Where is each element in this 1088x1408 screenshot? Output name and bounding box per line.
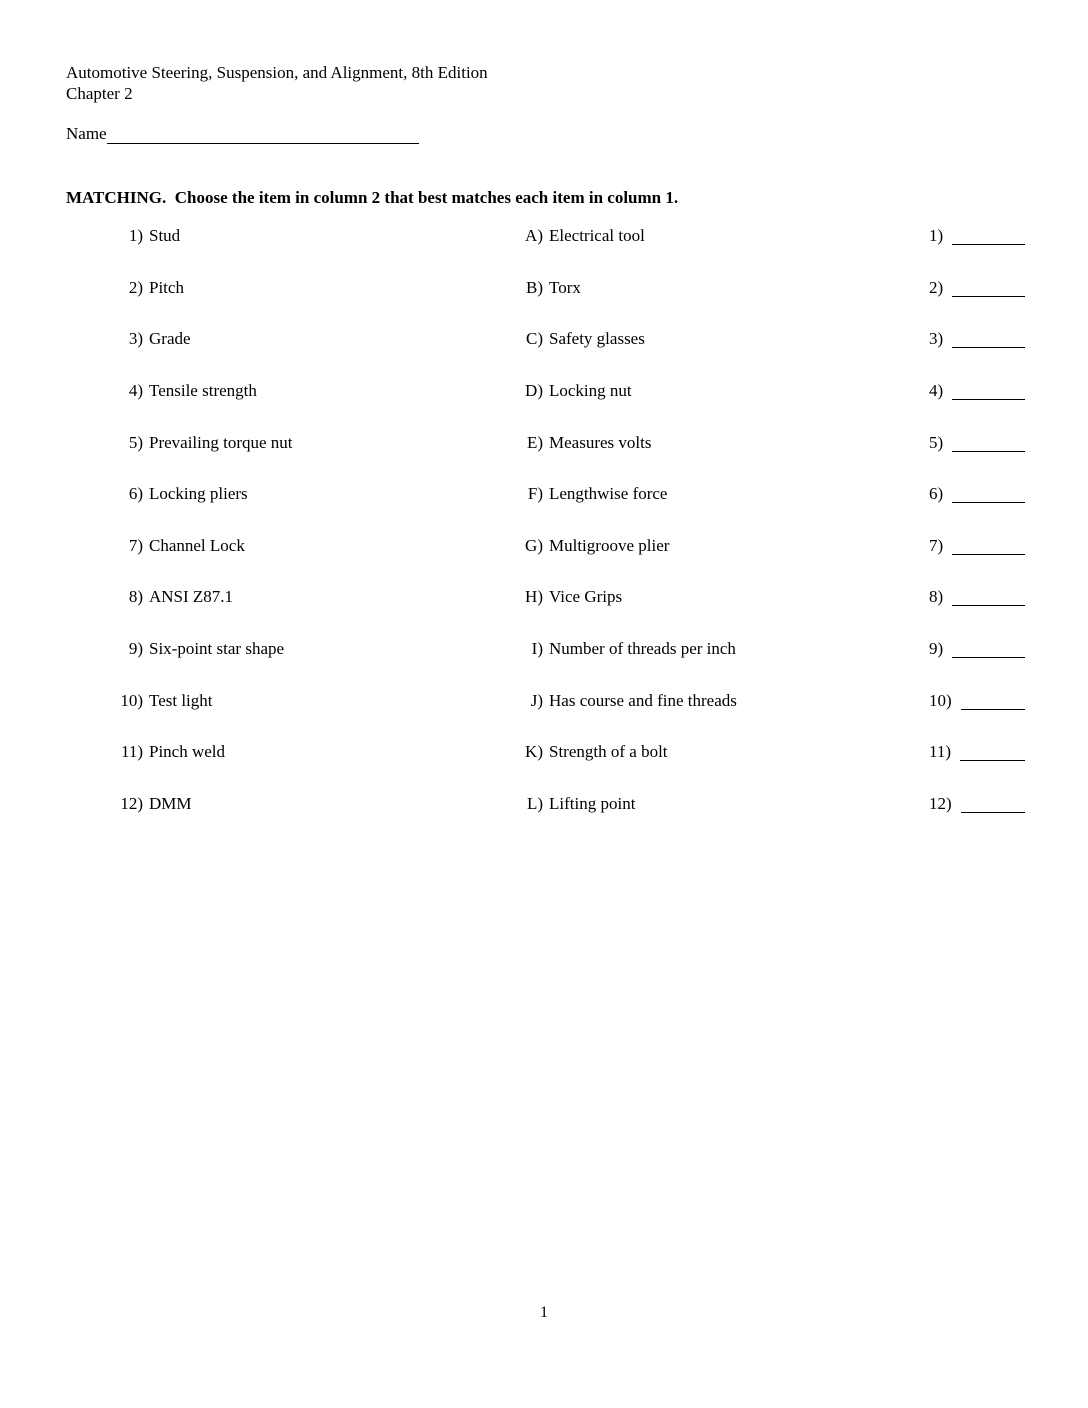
col1-item-label: ANSI Z87.1 xyxy=(149,587,234,607)
col1-item xyxy=(66,380,466,432)
answer-number: 4) xyxy=(929,380,944,400)
answer-number: 11) xyxy=(929,742,952,762)
answer-blank-line[interactable] xyxy=(952,277,1025,297)
col1-number: 2) xyxy=(128,277,143,297)
name-label: Name xyxy=(66,124,107,143)
col1-item-label: Stud xyxy=(149,226,181,245)
col1-item xyxy=(66,638,466,690)
col2-letter: K) xyxy=(525,742,543,762)
col1-item-label: Pinch weld xyxy=(149,742,226,762)
col1-number: 1) xyxy=(128,226,143,245)
col2-item xyxy=(466,483,906,535)
col2-item xyxy=(466,225,906,277)
col1-item-label: Tensile strength xyxy=(149,380,257,400)
col2-item-label: Has course and fine threads xyxy=(549,690,737,710)
col1-item xyxy=(66,432,466,484)
answer-slot xyxy=(906,690,1025,742)
answer-slot xyxy=(906,380,1025,432)
answer-blank-line[interactable] xyxy=(952,638,1025,658)
col1-item xyxy=(66,483,466,535)
col2-item xyxy=(466,328,906,380)
col2-item xyxy=(466,380,906,432)
col2-letter: E) xyxy=(526,432,543,452)
answer-number: 12) xyxy=(929,794,952,814)
col2-item xyxy=(466,638,906,690)
col2-letter: H) xyxy=(525,587,543,607)
col1-item-label: Prevailing torque nut xyxy=(149,432,293,452)
answer-blank-line[interactable] xyxy=(961,690,1025,710)
answer-slot xyxy=(906,483,1025,535)
col1-item-label: Pitch xyxy=(149,277,184,297)
col2-item-label: Torx xyxy=(549,277,581,297)
col2-item-label: Lengthwise force xyxy=(549,484,668,504)
col1-item-label: Six-point star shape xyxy=(149,639,285,659)
col1-number: 5) xyxy=(128,432,143,452)
col2-item xyxy=(466,741,906,793)
col1-item xyxy=(66,277,466,329)
col1-item xyxy=(66,793,466,845)
answer-blank-line[interactable] xyxy=(952,432,1025,452)
answer-blank-line[interactable] xyxy=(952,483,1025,503)
col2-item xyxy=(466,432,906,484)
col2-letter: D) xyxy=(525,380,543,400)
col2-item xyxy=(466,586,906,638)
answer-blank-line[interactable] xyxy=(952,380,1025,400)
col2-letter: A) xyxy=(525,226,543,245)
matching-rows xyxy=(0,225,1088,845)
col2-item-label: Number of threads per inch xyxy=(549,639,736,659)
page-footer xyxy=(0,1303,1088,1323)
answer-slot xyxy=(906,432,1025,484)
document-header xyxy=(66,62,488,104)
answer-slot xyxy=(906,793,1025,845)
answer-blank-line[interactable] xyxy=(961,793,1025,813)
matching-row xyxy=(0,225,1088,277)
document-title: Automotive Steering, Suspension, and Alignment, 8th Edition xyxy=(66,63,488,82)
matching-row xyxy=(0,638,1088,690)
answer-slot xyxy=(906,586,1025,638)
answer-number: 10) xyxy=(929,690,952,710)
answer-blank-line[interactable] xyxy=(960,741,1025,761)
col1-number: 3) xyxy=(128,329,143,349)
matching-row xyxy=(0,535,1088,587)
col1-number: 11) xyxy=(120,742,143,762)
col2-letter: I) xyxy=(531,639,543,659)
col2-letter: L) xyxy=(526,794,543,814)
col1-item xyxy=(66,690,466,742)
answer-number: 7) xyxy=(929,535,944,555)
col2-item-label: Measures volts xyxy=(549,432,652,452)
answer-blank-line[interactable] xyxy=(952,535,1025,555)
col1-number: 8) xyxy=(128,587,143,607)
col2-item xyxy=(466,793,906,845)
answer-number: 6) xyxy=(929,484,944,504)
instructions-text: MATCHING. Choose the item in column 2 that best matches each item in column 1. xyxy=(66,188,679,207)
col2-item-label: Lifting point xyxy=(549,794,636,814)
col1-item xyxy=(66,586,466,638)
answer-blank-line[interactable] xyxy=(952,328,1025,348)
col2-letter: C) xyxy=(526,329,543,349)
matching-row xyxy=(0,741,1088,793)
chapter-label: Chapter 2 xyxy=(66,84,133,103)
col1-item-label: Locking pliers xyxy=(149,484,248,504)
matching-row xyxy=(0,690,1088,742)
col1-number: 7) xyxy=(128,535,143,555)
col2-item-label: Locking nut xyxy=(549,380,632,400)
matching-row xyxy=(0,328,1088,380)
col2-letter: J) xyxy=(530,690,543,710)
col1-item-label: Channel Lock xyxy=(149,535,245,555)
matching-row xyxy=(0,380,1088,432)
matching-row xyxy=(0,483,1088,535)
col1-number: 10) xyxy=(120,690,143,710)
col1-number: 4) xyxy=(128,380,143,400)
name-field-row xyxy=(66,123,419,144)
col1-item xyxy=(66,535,466,587)
col1-item xyxy=(66,328,466,380)
col2-item-label: Safety glasses xyxy=(549,329,645,349)
col2-letter: G) xyxy=(525,535,543,555)
col2-item xyxy=(466,690,906,742)
col1-number: 12) xyxy=(120,794,143,814)
col2-item-label: Vice Grips xyxy=(549,587,623,607)
col1-item-label: Grade xyxy=(149,329,191,349)
matching-row xyxy=(0,277,1088,329)
col1-number: 6) xyxy=(128,484,143,504)
page-number: 1 xyxy=(540,1304,548,1321)
answer-number: 8) xyxy=(929,587,944,607)
answer-slot xyxy=(906,328,1025,380)
col2-item-label: Multigroove plier xyxy=(549,535,670,555)
answer-slot xyxy=(906,638,1025,690)
col1-item xyxy=(66,225,466,277)
answer-number: 2) xyxy=(929,277,944,297)
col1-item xyxy=(66,741,466,793)
col1-item-label: DMM xyxy=(149,794,192,814)
col2-item-label: Strength of a bolt xyxy=(549,742,668,762)
matching-row xyxy=(0,432,1088,484)
col1-item-label: Test light xyxy=(149,690,213,710)
matching-row xyxy=(0,586,1088,638)
answer-number: 5) xyxy=(929,432,944,452)
col2-letter: B) xyxy=(526,277,543,297)
answer-number: 9) xyxy=(929,639,944,659)
answer-slot xyxy=(906,225,1025,277)
answer-slot xyxy=(906,741,1025,793)
col1-number: 9) xyxy=(128,639,143,659)
col2-item-label: Electrical tool xyxy=(549,226,645,245)
answer-slot xyxy=(906,277,1025,329)
answer-number: 1) xyxy=(929,226,944,245)
answer-blank-line[interactable] xyxy=(952,225,1025,245)
answer-blank-line[interactable] xyxy=(952,586,1025,606)
matching-row xyxy=(0,793,1088,845)
col2-item xyxy=(466,277,906,329)
answer-slot xyxy=(906,535,1025,587)
col2-item xyxy=(466,535,906,587)
name-blank-line[interactable] xyxy=(107,124,419,144)
answer-number: 3) xyxy=(929,329,944,349)
col2-letter: F) xyxy=(527,484,543,504)
